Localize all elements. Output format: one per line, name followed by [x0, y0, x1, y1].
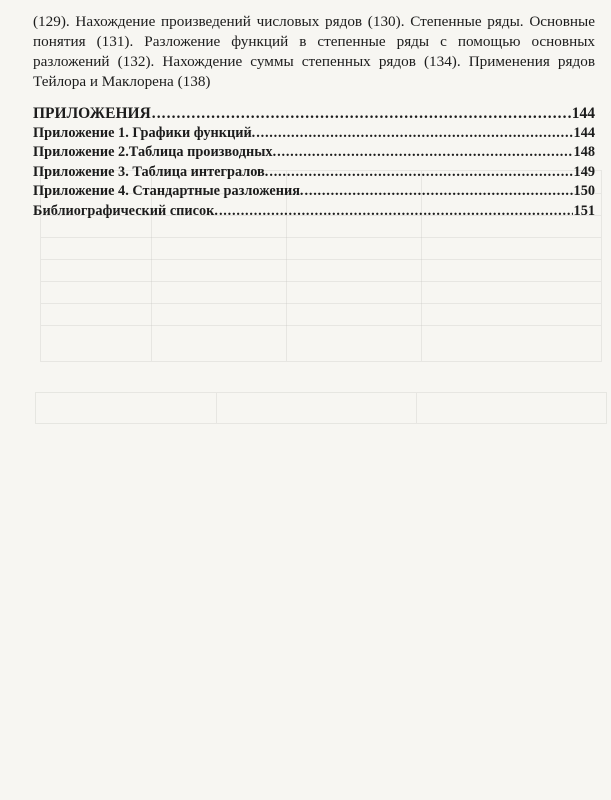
toc-entry-page: 149 [573, 163, 595, 180]
toc-entry-title: Приложение 2.Таблица производных. [33, 144, 277, 160]
toc-entry-page: 144 [573, 124, 595, 141]
toc-entry-appendix-1 [33, 124, 595, 144]
toc-entry-title: Приложение 1. Графики функций. [33, 124, 256, 141]
toc-leader-dots [256, 124, 572, 144]
toc-entry-title: Приложение 4. Стандартные разложения. [33, 183, 304, 199]
toc-entry-page: 151 [573, 202, 595, 219]
toc-entry-appendix-4 [33, 182, 595, 202]
toc-leader-dots [219, 202, 573, 222]
bleed-through-table-2 [35, 392, 607, 424]
toc-intro-paragraph [33, 12, 595, 92]
toc-entry-page: 148 [573, 144, 595, 160]
toc-entry-bibliography [33, 202, 595, 222]
toc-entry-appendices [33, 104, 595, 124]
toc-leader-dots [305, 182, 573, 202]
table-of-contents [33, 104, 595, 221]
toc-entry-title: Приложение 3. Таблица интегралов. [33, 163, 269, 180]
toc-leader-dots [152, 104, 571, 124]
toc-entry-title: ПРИЛОЖЕНИЯ [33, 105, 151, 122]
toc-entry-appendix-3 [33, 163, 595, 183]
toc-entry-appendix-2 [33, 143, 595, 163]
toc-entry-page: 144 [571, 105, 595, 122]
toc-leader-dots [269, 163, 572, 183]
toc-entry-page: 150 [573, 183, 595, 199]
toc-leader-dots [277, 143, 572, 163]
toc-entry-title: Библиографический список. [33, 202, 218, 219]
intro-text: (129). Нахождение произведений числовых рядов (130). Степенные ряды. Основные понятия (131). Разложение функций в степенные ряды с помощью основных разложений (132). Нахождение суммы степенных рядов (134). Применения рядов Тейлора и Маклорена (138) [33, 13, 595, 90]
